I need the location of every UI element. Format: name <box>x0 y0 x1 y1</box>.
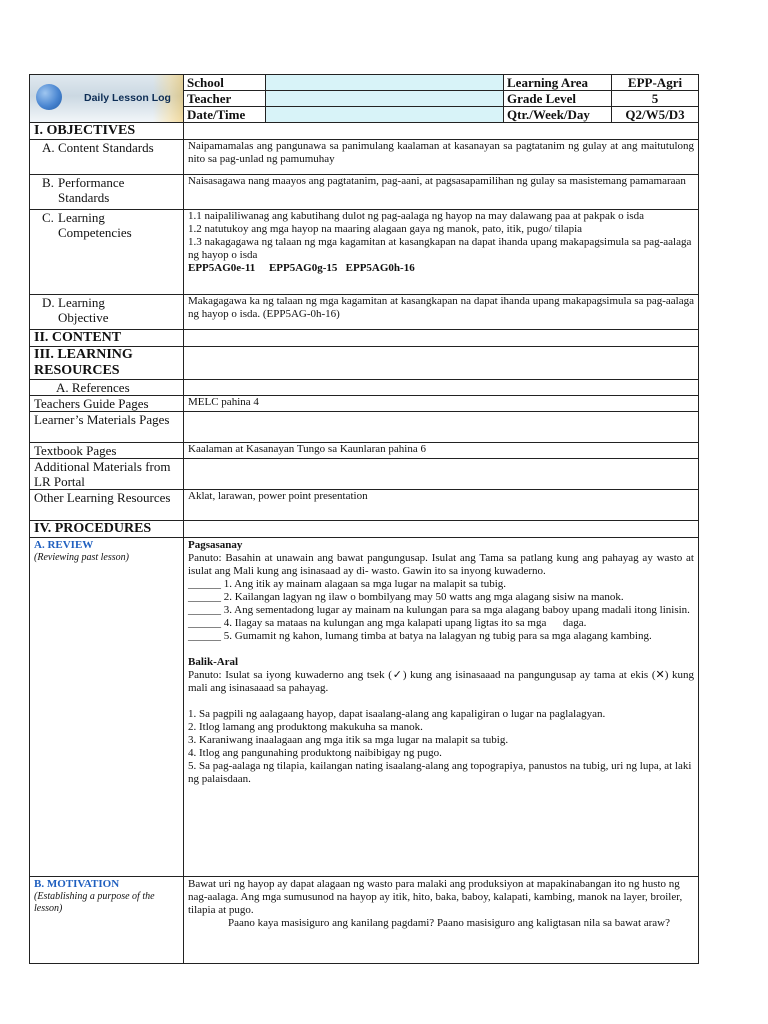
review-sub: (Reviewing past lesson) <box>34 552 129 563</box>
logo-banner <box>30 75 184 123</box>
other-resources-value: Aklat, larawan, power point presentation <box>184 490 699 521</box>
learners-materials-value <box>184 412 699 443</box>
competency-codes: EPP5AG0e-11 EPP5AG0g-15 EPP5AG0h-16 <box>188 262 415 274</box>
pagsasanay-item-3: ______ 3. Ang sementadong lugar ay mainam na kulungan para sa mga alagang baboy upang madali itong linisin. <box>188 604 690 616</box>
learning-competencies-text <box>184 210 699 295</box>
qtr-label: Qtr./Week/Day <box>504 107 612 123</box>
main-table <box>29 122 699 964</box>
content-standards-label: A. Content Standards <box>30 140 184 175</box>
review-content <box>184 538 699 877</box>
additional-materials-label: Additional Materials from LR Portal <box>30 459 184 490</box>
grade-level-value: 5 <box>612 91 699 107</box>
school-label: School <box>184 75 266 91</box>
school-field[interactable] <box>266 75 504 91</box>
objectives-blank <box>184 123 699 140</box>
learning-resources-heading: III. LEARNING RESOURCES <box>30 347 184 380</box>
learning-objective-text: Makagagawa ka ng talaan ng mga kagamitan at kasangkapan na dapat ihanda upang makapagsimula sa pag-aalaga ng hayop o isda. (EPP5AG-0h-16) <box>184 295 699 330</box>
textbook-pages-label: Textbook Pages <box>30 443 184 459</box>
daily-lesson-log <box>29 74 698 964</box>
pagsasanay-item-2: ______ 2. Kailangan lagyan ng ilaw o bombilyang may 50 watts ang mga alagang sisiw na manok. <box>188 591 624 603</box>
performance-standards-label: B. Performance Standards <box>30 175 184 210</box>
pagsasanay-item-5: ______ 5. Gumamit ng kahon, lumang timba at batya na lalagyan ng tubig para sa mga alagang kambing. <box>188 630 652 642</box>
logo-title: Daily Lesson Log <box>84 92 171 104</box>
competency-3: 1.3 nakagagawa ng talaan ng mga kagamitan at kasangkapan na dapat ihanda upang makapagsimula sa pag-aalaga ng hayop o isda <box>188 236 692 261</box>
grade-level-label: Grade Level <box>504 91 612 107</box>
balik-aral-item-4: 4. Itlog ang pangunahing produktong naibibigay ng pugo. <box>188 747 442 759</box>
review-label-cell <box>30 538 184 877</box>
pagsasanay-title: Pagsasanay <box>188 539 243 551</box>
balik-aral-title: Balik-Aral <box>188 656 239 668</box>
content-heading: II. CONTENT <box>30 330 184 347</box>
references-label: A. References <box>30 380 184 396</box>
motivation-sub: (Establishing a purpose of the lesson) <box>34 891 155 914</box>
datetime-label: Date/Time <box>184 107 266 123</box>
pagsasanay-instructions: Panuto: Basahin at unawain ang bawat pangungusap. Isulat ang Tama sa patlang kung ang pahayag ay wasto at isulat ang Mali kung ang isinasaad ay di- wasto. Gawin ito sa inyong kuwaderno. <box>188 552 694 577</box>
motivation-question: Paano kaya masisiguro ang kanilang pagdami? Paano masisiguro ang kaligtasan nila sa bawat araw? <box>228 917 671 929</box>
balik-aral-item-2: 2. Itlog lamang ang produktong makukuha sa manok. <box>188 721 423 733</box>
balik-aral-instructions: Panuto: Isulat sa iyong kuwaderno ang tsek (✓) kung ang isinasaaad na pangungusap ay tama at ekis (✕) kung mali ang isinasaaad sa pahayag. <box>188 669 694 694</box>
other-resources-label: Other Learning Resources <box>30 490 184 521</box>
competency-2: 1.2 natutukoy ang mga hayop na maaring alagaan gaya ng manok, pato, itik, pugo/ tilapia <box>188 223 583 235</box>
textbook-pages-value: Kaalaman at Kasanayan Tungo sa Kaunlaran pahina 6 <box>184 443 699 459</box>
pagsasanay-item-4: ______ 4. Ilagay sa mataas na kulungan ang mga kalapati upang ligtas ito sa mga daga. <box>188 617 587 629</box>
learning-resources-blank <box>184 347 699 380</box>
competency-1: 1.1 naipaliliwanag ang kabutihang dulot ng pag-aalaga ng hayop na may dalawang paa at pakpak o isda <box>188 210 645 222</box>
procedures-heading: IV. PROCEDURES <box>30 521 184 538</box>
additional-materials-value <box>184 459 699 490</box>
learning-area-value: EPP-Agri <box>612 75 699 91</box>
learning-competencies-label: C. Learning Competencies <box>30 210 184 295</box>
balik-aral-item-3: 3. Karaniwang inaalagaan ang mga itik sa mga lugar na malapit sa tubig. <box>188 734 509 746</box>
teachers-guide-value: MELC pahina 4 <box>184 396 699 412</box>
balik-aral-item-1: 1. Sa pagpili ng aalagaang hayop, dapat isaalang-alang ang kapaligiran o lugar na paglalagyan. <box>188 708 606 720</box>
motivation-content <box>184 877 699 964</box>
objectives-heading: I. OBJECTIVES <box>30 123 184 140</box>
learning-objective-label: D. Learning Objective <box>30 295 184 330</box>
globe-icon <box>36 84 62 110</box>
motivation-label-cell <box>30 877 184 964</box>
procedures-blank <box>184 521 699 538</box>
motivation-text: Bawat uri ng hayop ay dapat alagaan ng wasto para malaki ang produksiyon at mapakinabangan ito ng husto ng nag-aalaga. Ang mga sumusunod na hayop ay itik, hito, baka, baboy, kalapati, kambing, manok na layer, broiler, tilapia at pugo. <box>188 878 683 916</box>
references-blank <box>184 380 699 396</box>
teacher-field[interactable] <box>266 91 504 107</box>
content-blank <box>184 330 699 347</box>
qtr-value: Q2/W5/D3 <box>612 107 699 123</box>
content-standards-text: Naipamamalas ang pangunawa sa panimulang kaalaman at kasanayan sa pagtatanim ng gulay at ang maitutulong nito sa pag-unlad ng pamumuhay <box>184 140 699 175</box>
motivation-label: B. MOTIVATION <box>34 878 120 890</box>
review-label: A. REVIEW <box>34 539 94 551</box>
balik-aral-item-5: 5. Sa pag-aalaga ng tilapia, kailangan nating isaalang-alang ang topograpiya, panustos na tubig, uri ng lupa, at laki ng palaisdaan. <box>188 760 692 785</box>
learning-area-label: Learning Area <box>504 75 612 91</box>
learners-materials-label: Learner’s Materials Pages <box>30 412 184 443</box>
datetime-field[interactable] <box>266 107 504 123</box>
teachers-guide-label: Teachers Guide Pages <box>30 396 184 412</box>
teacher-label: Teacher <box>184 91 266 107</box>
performance-standards-text: Naisasagawa nang maayos ang pagtatanim, pag-aani, at pagsasapamilihan ng gulay sa masistemang pamamaraan <box>184 175 699 210</box>
pagsasanay-item-1: ______ 1. Ang itik ay mainam alagaan sa mga lugar na malapit sa tubig. <box>188 578 507 590</box>
header-table <box>29 74 699 123</box>
